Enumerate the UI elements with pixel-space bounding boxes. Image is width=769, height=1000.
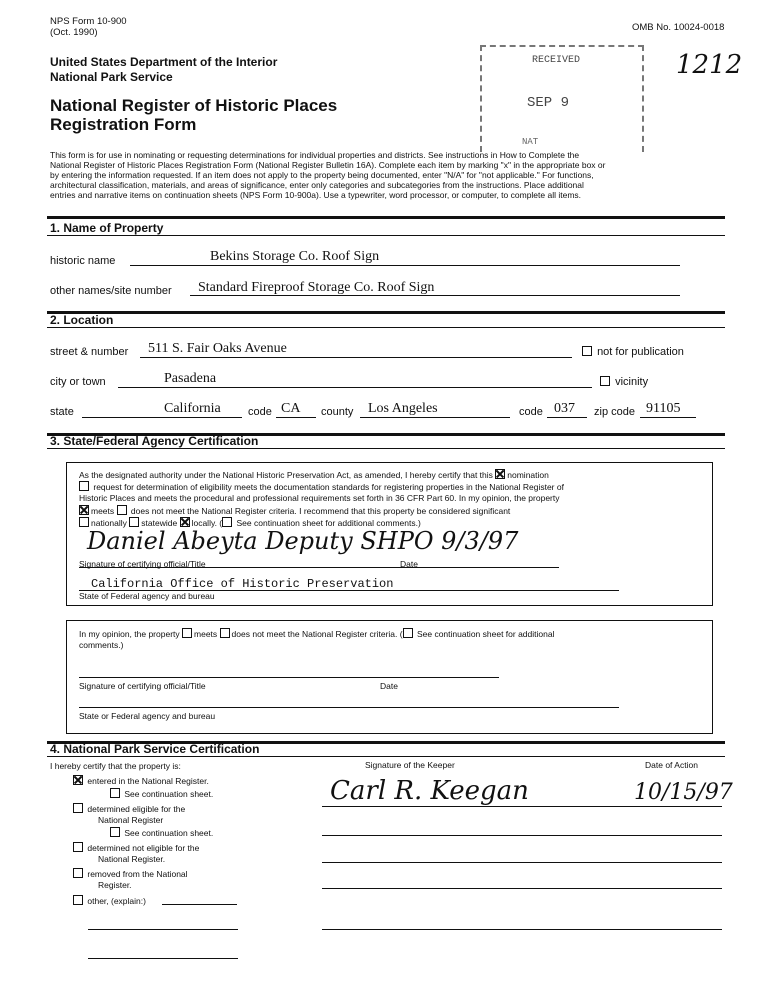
department: United States Department of the Interior — [50, 55, 278, 69]
other-line — [162, 904, 237, 905]
form-date: (Oct. 1990) — [50, 27, 98, 38]
op-continuation-checkbox[interactable] — [403, 628, 413, 638]
not-for-publication-label: not for publication — [597, 346, 684, 358]
eligible-label: determined eligible for the — [87, 804, 186, 814]
removed-label-2: Register. — [98, 880, 132, 890]
county-code-label: code — [519, 406, 543, 418]
entered-label: entered in the National Register. — [87, 776, 209, 786]
does-not-meet-checkbox[interactable] — [117, 505, 127, 515]
section-rule — [47, 235, 725, 236]
not-eligible-label-2: National Register. — [98, 854, 166, 864]
county-code-line — [547, 417, 587, 418]
opinion-comments: comments.) — [79, 640, 124, 650]
historic-name-label: historic name — [50, 255, 116, 267]
cert-text: As the designated authority under the National Historic Preservation Act, as amended, I hereby certify that this — [79, 470, 493, 480]
date2-label: Date — [380, 681, 398, 691]
historic-name-field[interactable]: Bekins Storage Co. Roof Sign — [210, 249, 380, 264]
eligible-checkbox[interactable] — [73, 803, 83, 813]
street-field[interactable]: 511 S. Fair Oaks Avenue — [148, 341, 287, 356]
not-for-publication[interactable] — [582, 346, 684, 358]
op-not-label: does not meet the National Register criteria. ( — [231, 629, 403, 639]
keeper-label: Signature of the Keeper — [365, 760, 455, 770]
action-date: 10/15/97 — [634, 780, 733, 805]
op-meets-checkbox[interactable] — [182, 628, 192, 638]
statewide-label: statewide — [141, 518, 178, 528]
keeper-line-3 — [322, 862, 722, 863]
instruction-line: by entering the information requested. If an item does not apply to the property being documented, enter "N/A" for "not applicable." For functions, — [50, 170, 594, 180]
opinion-line — [79, 628, 554, 639]
section2-heading: 2. Location — [50, 313, 114, 327]
zip-field[interactable]: 91105 — [646, 401, 681, 416]
vicinity-checkbox[interactable] — [600, 376, 610, 386]
section4-heading: 4. National Park Service Certification — [50, 742, 260, 756]
street-label: street & number — [50, 346, 129, 358]
opinion-text: In my opinion, the property — [79, 629, 180, 639]
op-meets-label: meets — [194, 629, 218, 639]
state-code-label: code — [248, 406, 272, 418]
other-names-label: other names/site number — [50, 285, 172, 297]
stamp-date: SEP 9 — [527, 95, 570, 111]
form-subtitle: Registration Form — [50, 115, 197, 134]
determination-checkbox[interactable] — [79, 481, 89, 491]
form-title: National Register of Historic Places — [50, 96, 338, 115]
entered-option[interactable] — [73, 775, 209, 786]
locally-label: locally. ( — [191, 518, 223, 528]
not-eligible-label: determined not eligible for the — [87, 843, 200, 853]
received-stamp — [480, 45, 644, 152]
city-field[interactable]: Pasadena — [164, 371, 217, 386]
nationally-label: nationally — [91, 518, 127, 528]
keeper-line-4 — [322, 888, 722, 889]
keeper-signature: Carl R. Keegan — [330, 776, 529, 806]
state-code-field[interactable]: CA — [281, 401, 301, 416]
state-certification-box — [66, 462, 713, 606]
stamp-nat: NAT — [522, 137, 539, 147]
cert-line4 — [79, 505, 510, 516]
removed-checkbox[interactable] — [73, 868, 83, 878]
cert-line3: Historic Places and meets the procedural and professional requirements set forth in 36 CFR Part 60. In my opinion, the property — [79, 493, 560, 503]
certify-text: I hereby certify that the property is: — [50, 761, 181, 771]
other-checkbox[interactable] — [73, 895, 83, 905]
street-line — [140, 357, 572, 358]
county-field[interactable]: Los Angeles — [368, 401, 438, 416]
city-line — [118, 387, 592, 388]
explain-line-2 — [88, 958, 238, 959]
county-label: county — [321, 406, 354, 418]
cert-text: request for determination of eligibility meets the documentation standards for registering properties in the National Register of — [93, 482, 564, 492]
state-label: state — [50, 406, 74, 418]
see-cont-2[interactable] — [110, 827, 213, 838]
action-date-label: Date of Action — [645, 760, 698, 770]
op-not-meet-checkbox[interactable] — [220, 628, 230, 638]
city-label: city or town — [50, 376, 106, 388]
instruction-line: This form is for use in nominating or requesting determinations for individual properties and districts. See instructions in How to Complete the — [50, 150, 580, 160]
meets-checkbox[interactable] — [79, 505, 89, 515]
certifying-signature: Daniel Abeyta Deputy SHPO 9/3/97 — [87, 527, 519, 555]
section-rule — [47, 216, 725, 219]
other-option[interactable] — [73, 895, 146, 906]
not-for-publication-checkbox[interactable] — [582, 346, 592, 356]
vicinity[interactable] — [600, 376, 648, 388]
opinion-box — [66, 620, 713, 734]
instructions — [50, 150, 730, 200]
section-rule — [47, 327, 725, 328]
keeper-line-5 — [322, 929, 722, 930]
see-cont-1[interactable] — [110, 788, 213, 799]
section3-heading: 3. State/Federal Agency Certification — [50, 434, 259, 448]
agency2-label: State or Federal agency and bureau — [79, 711, 216, 721]
nationally-checkbox[interactable] — [79, 517, 89, 527]
removed-option[interactable] — [73, 868, 188, 879]
op-see-label: See continuation sheet for additional — [416, 629, 555, 639]
nomination-checkbox[interactable] — [495, 469, 505, 479]
agency-field[interactable]: California Office of Historic Preservation — [91, 577, 394, 591]
stamp-received: RECEIVED — [532, 55, 581, 66]
historic-name-line — [130, 265, 680, 266]
date-label: Date — [400, 559, 418, 569]
section-rule — [47, 448, 725, 449]
statewide-checkbox[interactable] — [129, 517, 139, 527]
agency2-line — [79, 707, 619, 708]
service: National Park Service — [50, 70, 173, 84]
county-line — [360, 417, 510, 418]
omb-number: OMB No. 10024-0018 — [632, 22, 725, 33]
state-field[interactable]: California — [164, 401, 221, 416]
removed-label: removed from the National — [87, 869, 188, 879]
state-code-line — [276, 417, 316, 418]
vicinity-label: vicinity — [615, 376, 649, 388]
signature2-line — [79, 677, 499, 678]
instruction-line: architectural classification, materials, and areas of significance, enter only categories and subcategories from the instructions. Place additional — [50, 180, 584, 190]
form-number: NPS Form 10-900 — [50, 16, 127, 27]
eligible-option[interactable] — [73, 803, 185, 814]
handwritten-number: 1212 — [676, 50, 743, 80]
signature2-label: Signature of certifying official/Title — [79, 681, 206, 691]
state-line — [82, 417, 242, 418]
section1-heading: 1. Name of Property — [50, 221, 164, 235]
keeper-line-1 — [322, 806, 722, 807]
cert-line1 — [79, 469, 549, 480]
other-names-field[interactable]: Standard Fireproof Storage Co. Roof Sign — [198, 280, 435, 295]
see-cont-2-label: See continuation sheet. — [124, 828, 214, 838]
instruction-line: entries and narrative items on continuation sheets (NPS Form 10-900a). Use a typewriter, word processor, or computer, to complete all items. — [50, 190, 582, 200]
locally-checkbox[interactable] — [180, 517, 190, 527]
see-cont-2-checkbox[interactable] — [110, 827, 120, 837]
agency-label: State of Federal agency and bureau — [79, 591, 215, 601]
zip-line — [640, 417, 696, 418]
keeper-line-2 — [322, 835, 722, 836]
other-label: other, (explain:) — [87, 896, 146, 906]
section-rule — [47, 756, 725, 757]
entered-checkbox[interactable] — [73, 775, 83, 785]
instruction-line: National Register of Historic Places Registration Form (National Register Bulletin 16A). Complete each item by marking "x" in the appropriate box or — [50, 160, 606, 170]
eligible-label-2: National Register — [98, 815, 164, 825]
not-eligible-option[interactable] — [73, 842, 199, 853]
continuation-checkbox[interactable] — [222, 517, 232, 527]
cert-line2 — [79, 481, 564, 492]
signature-label: Signature of certifying official/Title — [79, 559, 206, 569]
see-cont-1-label: See continuation sheet. — [124, 789, 214, 799]
cert-text: does not meet the National Register criteria. I recommend that this property be considered significant — [130, 506, 511, 516]
not-eligible-checkbox[interactable] — [73, 842, 83, 852]
section-rule — [47, 311, 725, 314]
continuation-label: See continuation sheet for additional comments.) — [236, 518, 421, 528]
explain-line-1 — [88, 929, 238, 930]
see-cont-1-checkbox[interactable] — [110, 788, 120, 798]
meets-label: meets — [91, 506, 115, 516]
county-code-field[interactable]: 037 — [554, 401, 575, 416]
nomination-label: nomination — [507, 470, 549, 480]
zip-label: zip code — [594, 406, 635, 418]
